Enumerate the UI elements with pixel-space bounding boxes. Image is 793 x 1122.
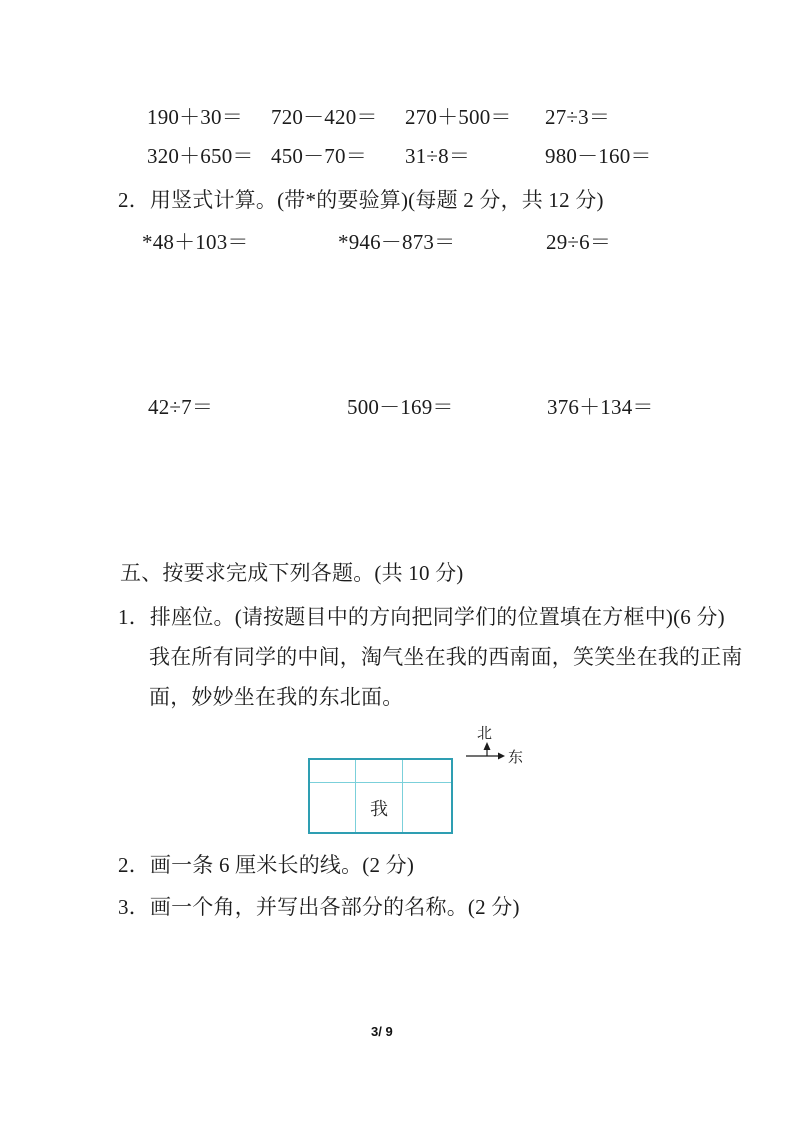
oral-expression: 450－70＝ (271, 144, 367, 168)
vertical-expression: *946－873＝ (338, 230, 456, 254)
grid-cell (310, 760, 356, 783)
vertical-expression: 29÷6＝ (546, 230, 612, 254)
vertical-expression: 376＋134＝ (547, 395, 654, 419)
oral-expression: 720－420＝ (271, 105, 378, 129)
oral-expression: 980－160＝ (545, 144, 652, 168)
grid-cell-me (356, 783, 403, 832)
grid-cell (310, 783, 356, 832)
east-arrow-icon (466, 753, 505, 760)
seating-grid (308, 758, 453, 834)
vertical-expression: 42÷7＝ (148, 395, 214, 419)
item1-heading: 1．排座位。(请按题目中的方向把同学们的位置填在方框中)(6 分) (118, 605, 725, 629)
compass (458, 712, 538, 770)
me-cell-label: 我 (370, 798, 388, 819)
oral-expression: 270＋500＝ (405, 105, 512, 129)
grid-cell (403, 783, 451, 832)
vertical-calc-heading: 2．用竖式计算。(带*的要验算)(每题 2 分，共 12 分) (118, 188, 604, 212)
vertical-expression: 500－169＝ (347, 395, 454, 419)
section5-heading: 五、按要求完成下列各题。(共 10 分) (120, 561, 464, 585)
oral-expression: 27÷3＝ (545, 105, 611, 129)
north-arrow-icon (484, 742, 491, 756)
oral-expression: 31÷8＝ (405, 144, 471, 168)
page-number: 3/ 9 (371, 1024, 393, 1039)
oral-expression: 190＋30＝ (147, 105, 243, 129)
vertical-expression: *48＋103＝ (142, 230, 249, 254)
item1-text-line1: 我在所有同学的中间，淘气坐在我的西南面，笑笑坐在我的正南 (149, 645, 743, 669)
grid-cell (356, 760, 403, 783)
item3-heading: 3．画一个角，并写出各部分的名称。(2 分) (118, 895, 520, 919)
item2-heading: 2．画一条 6 厘米长的线。(2 分) (118, 853, 415, 877)
north-label: 北 (477, 726, 493, 742)
item1-text-line2: 面，妙妙坐在我的东北面。 (149, 685, 404, 709)
east-label: 东 (508, 750, 524, 766)
grid-cell (403, 760, 451, 783)
oral-expression: 320＋650＝ (147, 144, 254, 168)
